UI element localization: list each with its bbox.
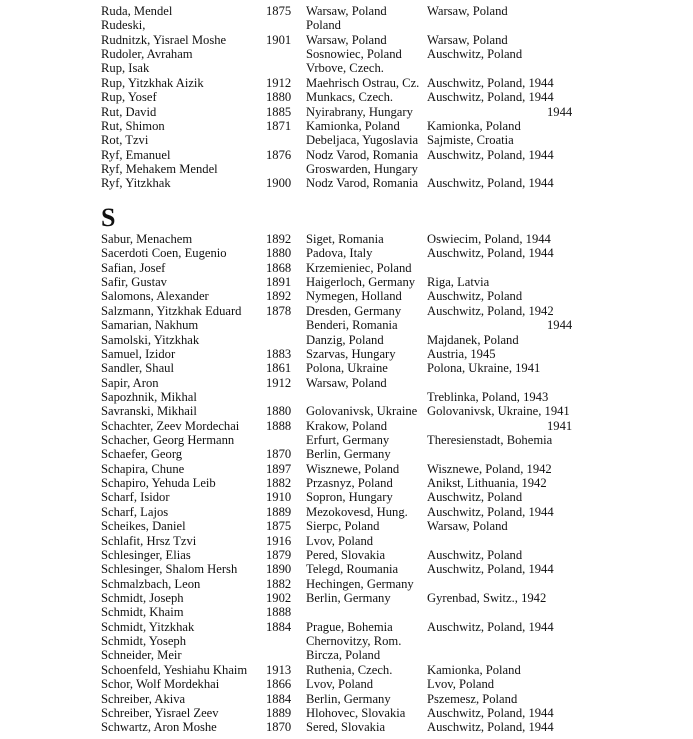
birthplace: Ruthenia, Czech.	[306, 662, 393, 677]
person-name: Sapir, Aron	[101, 375, 159, 390]
death-place: Pszemesz, Poland	[427, 691, 518, 706]
birthplace: Padova, Italy	[306, 246, 373, 261]
birthplace: Dresden, Germany	[306, 303, 402, 318]
birthplace: Krakow, Poland	[306, 418, 388, 433]
birth-year: 1875	[266, 519, 292, 534]
birth-year: 1876	[266, 147, 292, 162]
death-place: Gyrenbad, Switz., 1942	[427, 590, 547, 605]
death-place: Auschwitz, Poland, 1944	[427, 246, 554, 261]
person-name: Schoenfeld, Yeshiahu Khaim	[101, 662, 248, 677]
death-place: Auschwitz, Poland, 1944	[427, 619, 554, 634]
birthplace: Nyirabrany, Hungary	[306, 104, 413, 119]
birth-year: 1885	[266, 104, 292, 119]
birthplace: Groswarden, Hungary	[306, 161, 418, 176]
birthplace: Wisznewe, Poland	[306, 461, 400, 476]
person-name: Rudnitzk, Yisrael Moshe	[101, 32, 227, 47]
birthplace: Debeljaca, Yugoslavia	[306, 133, 419, 148]
person-name: Scharf, Isidor	[101, 490, 170, 505]
person-name: Ruda, Mendel	[101, 4, 173, 18]
birthplace: Kamionka, Poland	[306, 118, 400, 133]
person-name: Schacher, Georg Hermann	[101, 433, 235, 448]
birthplace: Golovanivsk, Ukraine	[306, 404, 418, 419]
birth-year: 1901	[266, 32, 292, 47]
birthplace: Berlin, Germany	[306, 590, 391, 605]
birth-year: 1889	[266, 705, 292, 720]
death-place: Anikst, Lithuania, 1942	[427, 476, 547, 491]
section-heading-s: S	[101, 203, 116, 232]
person-name: Schmidt, Khaim	[101, 605, 184, 620]
person-name: Samarian, Nakhum	[101, 318, 199, 333]
birthplace: Warsaw, Poland	[306, 4, 387, 18]
person-name: Schwartz, Aron Moshe	[101, 720, 217, 735]
death-place: Auschwitz, Poland	[427, 289, 523, 304]
person-name: Sacerdoti Coen, Eugenio	[101, 246, 227, 261]
person-name: Schmidt, Yitzkhak	[101, 619, 195, 634]
birthplace: Sierpc, Poland	[306, 519, 380, 534]
birthplace: Berlin, Germany	[306, 447, 391, 462]
person-name: Rup, Yitzkhak Aizik	[101, 75, 204, 90]
person-name: Schapiro, Yehuda Leib	[101, 476, 216, 491]
birth-year: 1891	[266, 275, 292, 290]
birthplace: Szarvas, Hungary	[306, 346, 396, 361]
birth-year: 1890	[266, 562, 292, 577]
birthplace: Warsaw, Poland	[306, 32, 387, 47]
birth-year: 1916	[266, 533, 292, 548]
person-name: Schapira, Chune	[101, 461, 185, 476]
birth-year: 1882	[266, 476, 292, 491]
death-place: Kamionka, Poland	[427, 118, 521, 133]
person-name: Schlesinger, Shalom Hersh	[101, 562, 238, 577]
death-place: Auschwitz, Poland, 1944	[427, 75, 554, 90]
birthplace: Chernovitzy, Rom.	[306, 634, 402, 649]
person-name: Schmidt, Joseph	[101, 590, 184, 605]
death-place: Austria, 1945	[427, 346, 496, 361]
person-name: Rudeski,	[101, 18, 146, 33]
person-name: Rudoler, Avraham	[101, 47, 193, 62]
birthplace: Polona, Ukraine	[306, 361, 388, 376]
person-name: Ryf, Emanuel	[101, 147, 171, 162]
person-name: Sandler, Shaul	[101, 361, 174, 376]
birth-year: 1878	[266, 303, 292, 318]
death-place: Lvov, Poland	[427, 677, 495, 692]
death-place: 1944	[547, 318, 573, 333]
person-name: Rut, Shimon	[101, 118, 165, 133]
person-name: Schlesinger, Elias	[101, 547, 191, 562]
birth-year: 1875	[266, 4, 292, 18]
birth-year: 1900	[266, 176, 292, 191]
birth-year: 1897	[266, 461, 292, 476]
death-place: Auschwitz, Poland, 1944	[427, 176, 554, 191]
person-name: Scharf, Lajos	[101, 504, 169, 519]
birthplace: Munkacs, Czech.	[306, 90, 394, 105]
birthplace: Przasnyz, Poland	[306, 476, 393, 491]
birth-year: 1913	[266, 662, 292, 677]
birth-year: 1868	[266, 260, 292, 275]
birth-year: 1888	[266, 605, 292, 620]
birthplace: Prague, Bohemia	[306, 619, 393, 634]
death-place: Auschwitz, Poland, 1942	[427, 303, 554, 318]
birth-year: 1880	[266, 246, 292, 261]
death-place: Polona, Ukraine, 1941	[427, 361, 541, 376]
person-name: Salomons, Alexander	[101, 289, 209, 304]
person-name: Safian, Josef	[101, 260, 166, 275]
person-name: Samolski, Yitzkhak	[101, 332, 200, 347]
birth-year: 1912	[266, 75, 292, 90]
death-place: Auschwitz, Poland, 1944	[427, 504, 554, 519]
birthplace: Pered, Slovakia	[306, 547, 386, 562]
person-name: Rut, David	[101, 104, 157, 119]
birthplace: Benderi, Romania	[306, 318, 398, 333]
birthplace: Bircza, Poland	[306, 648, 381, 663]
birth-year: 1884	[266, 619, 292, 634]
person-name: Rup, Yosef	[101, 90, 157, 105]
birth-year: 1880	[266, 404, 292, 419]
birthplace: Nymegen, Holland	[306, 289, 402, 304]
death-place: Auschwitz, Poland, 1944	[427, 90, 554, 105]
person-name: Schmidt, Yoseph	[101, 634, 187, 649]
birthplace: Krzemieniec, Poland	[306, 260, 412, 275]
person-name: Ryf, Mehakem Mendel	[101, 161, 218, 176]
death-place: Auschwitz, Poland	[427, 490, 523, 505]
birthplace: Sered, Slovakia	[306, 720, 386, 735]
birth-year: 1870	[266, 720, 292, 735]
birth-year: 1889	[266, 504, 292, 519]
death-place: Oswiecim, Poland, 1944	[427, 232, 551, 246]
birth-year: 1871	[266, 118, 292, 133]
birthplace: Nodz Varod, Romania	[306, 147, 419, 162]
birth-year: 1910	[266, 490, 292, 505]
birthplace: Lvov, Poland	[306, 533, 374, 548]
birthplace: Warsaw, Poland	[306, 375, 387, 390]
birth-year: 1882	[266, 576, 292, 591]
person-name: Salzmann, Yitzkhak Eduard	[101, 303, 242, 318]
birth-year: 1879	[266, 547, 292, 562]
birth-year: 1888	[266, 418, 292, 433]
person-name: Schachter, Zeev Mordechai	[101, 418, 240, 433]
death-place: Theresienstadt, Bohemia	[427, 433, 553, 448]
death-place: Majdanek, Poland	[427, 332, 519, 347]
person-name: Rot, Tzvi	[101, 133, 149, 148]
birthplace: Siget, Romania	[306, 232, 384, 246]
birth-year: 1912	[266, 375, 292, 390]
person-name: Schlafit, Hrsz Tzvi	[101, 533, 197, 548]
death-place: Sajmiste, Croatia	[427, 133, 514, 148]
death-place: Warsaw, Poland	[427, 4, 508, 18]
death-place: Golovanivsk, Ukraine, 1941	[427, 404, 570, 419]
person-name: Rup, Isak	[101, 61, 150, 76]
birthplace: Nodz Varod, Romania	[306, 176, 419, 191]
birth-year: 1870	[266, 447, 292, 462]
death-place: Auschwitz, Poland, 1944	[427, 720, 554, 735]
birthplace: Hechingen, Germany	[306, 576, 414, 591]
death-place: Treblinka, Poland, 1943	[427, 389, 549, 404]
birthplace: Maehrisch Ostrau, Cz.	[306, 75, 420, 90]
birth-year: 1884	[266, 691, 292, 706]
person-name: Savranski, Mikhail	[101, 404, 197, 419]
birthplace: Sopron, Hungary	[306, 490, 393, 505]
person-name: Safir, Gustav	[101, 275, 167, 290]
birthplace: Berlin, Germany	[306, 691, 391, 706]
death-place: Auschwitz, Poland, 1944	[427, 147, 554, 162]
birth-year: 1866	[266, 677, 292, 692]
death-place: 1944	[547, 104, 573, 119]
death-place: Wisznewe, Poland, 1942	[427, 461, 552, 476]
person-name: Sabur, Menachem	[101, 232, 193, 246]
death-place: Warsaw, Poland	[427, 32, 508, 47]
death-place: Auschwitz, Poland	[427, 47, 523, 62]
person-name: Schneider, Meir	[101, 648, 182, 663]
person-name: Schmalzbach, Leon	[101, 576, 201, 591]
birthplace: Telegd, Roumania	[306, 562, 399, 577]
birthplace: Sosnowiec, Poland	[306, 47, 402, 62]
birthplace: Poland	[306, 18, 341, 33]
death-place: Auschwitz, Poland	[427, 547, 523, 562]
person-name: Scheikes, Daniel	[101, 519, 186, 534]
person-name: Schreiber, Akiva	[101, 691, 186, 706]
birth-year: 1883	[266, 346, 292, 361]
birthplace: Danzig, Poland	[306, 332, 384, 347]
person-name: Schaefer, Georg	[101, 447, 183, 462]
birthplace: Mezokovesd, Hung.	[306, 504, 408, 519]
death-place: Kamionka, Poland	[427, 662, 521, 677]
person-name: Sapozhnik, Mikhal	[101, 389, 197, 404]
death-place: 1941	[547, 418, 573, 433]
birthplace: Vrbove, Czech.	[306, 61, 384, 76]
birth-year: 1880	[266, 90, 292, 105]
death-place: Warsaw, Poland	[427, 519, 508, 534]
person-name: Schreiber, Yisrael Zeev	[101, 705, 219, 720]
person-name: Schor, Wolf Mordekhai	[101, 677, 220, 692]
death-place: Auschwitz, Poland, 1944	[427, 562, 554, 577]
death-place: Auschwitz, Poland, 1944	[427, 705, 554, 720]
birthplace: Erfurt, Germany	[306, 433, 390, 448]
person-name: Ryf, Yitzkhak	[101, 176, 171, 191]
birth-year: 1861	[266, 361, 292, 376]
birthplace: Hlohovec, Slovakia	[306, 705, 406, 720]
birth-year: 1892	[266, 289, 292, 304]
death-place: Riga, Latvia	[427, 275, 490, 290]
birth-year: 1902	[266, 590, 292, 605]
birth-year: 1892	[266, 232, 292, 246]
birthplace: Lvov, Poland	[306, 677, 374, 692]
birthplace: Haigerloch, Germany	[306, 275, 416, 290]
person-name: Samuel, Izidor	[101, 346, 176, 361]
